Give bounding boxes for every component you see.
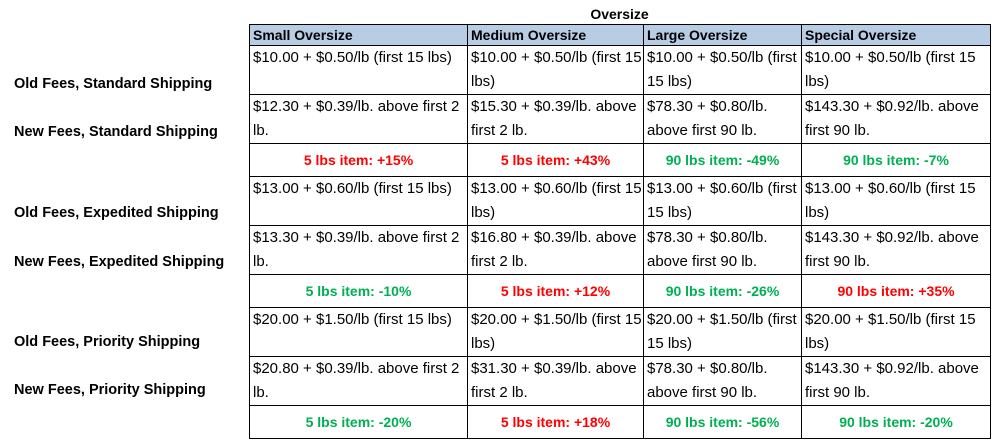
new-standard-row xyxy=(250,95,991,144)
header-row xyxy=(250,25,991,46)
fee-cell: $31.30 + $0.39/lb. above first 2 lb. xyxy=(468,357,644,406)
fee-cell: $10.00 + $0.50/lb (first 15 lbs) xyxy=(644,46,802,95)
row-label-new-standard: New Fees, Standard Shipping xyxy=(14,124,218,140)
change-cell: 5 lbs item: -10% xyxy=(250,275,468,308)
fee-cell: $13.00 + $0.60/lb (first 15 lbs) xyxy=(802,177,991,226)
fee-cell: $13.00 + $0.60/lb (first 15 lbs) xyxy=(250,177,468,226)
change-cell: 5 lbs item: -20% xyxy=(250,406,468,439)
fee-cell: $78.30 + $0.80/lb. above first 90 lb. xyxy=(644,226,802,275)
change-cell: 5 lbs item: +12% xyxy=(468,275,644,308)
fee-cell: $20.80 + $0.39/lb. above first 2 lb. xyxy=(250,357,468,406)
change-cell: 90 lbs item: -26% xyxy=(644,275,802,308)
row-label-old-expedited: Old Fees, Expedited Shipping xyxy=(14,205,219,221)
oversize-fee-table xyxy=(249,24,991,439)
fee-cell: $20.00 + $1.50/lb (first 15 lbs) xyxy=(802,308,991,357)
row-label-new-expedited: New Fees, Expedited Shipping xyxy=(14,254,225,270)
new-priority-row xyxy=(250,357,991,406)
fee-cell: $10.00 + $0.50/lb (first 15 lbs) xyxy=(468,46,644,95)
priority-change-row xyxy=(250,406,991,439)
fee-cell: $10.00 + $0.50/lb (first 15 lbs) xyxy=(250,46,468,95)
column-header-medium: Medium Oversize xyxy=(468,25,644,46)
fee-cell: $78.30 + $0.80/lb. above first 90 lb. xyxy=(644,357,802,406)
fee-cell: $15.30 + $0.39/lb. above first 2 lb. xyxy=(468,95,644,144)
fee-cell: $12.30 + $0.39/lb. above first 2 lb. xyxy=(250,95,468,144)
old-standard-row xyxy=(250,46,991,95)
fee-cell: $143.30 + $0.92/lb. above first 90 lb. xyxy=(802,226,991,275)
table-title: Oversize xyxy=(590,6,649,22)
change-cell: 5 lbs item: +43% xyxy=(468,144,644,177)
change-cell: 5 lbs item: +15% xyxy=(250,144,468,177)
change-cell: 90 lbs item: -20% xyxy=(802,406,991,439)
change-cell: 90 lbs item: -7% xyxy=(802,144,991,177)
change-cell: 90 lbs item: +35% xyxy=(802,275,991,308)
fee-cell: $20.00 + $1.50/lb (first 15 lbs) xyxy=(644,308,802,357)
fee-cell: $10.00 + $0.50/lb (first 15 lbs) xyxy=(802,46,991,95)
change-cell: 90 lbs item: -49% xyxy=(644,144,802,177)
fee-cell: $20.00 + $1.50/lb (first 15 lbs) xyxy=(468,308,644,357)
fee-cell: $143.30 + $0.92/lb. above first 90 lb. xyxy=(802,95,991,144)
fee-cell: $13.30 + $0.39/lb. above first 2 lb. xyxy=(250,226,468,275)
standard-change-row xyxy=(250,144,991,177)
column-header-small: Small Oversize xyxy=(250,25,468,46)
old-priority-row xyxy=(250,308,991,357)
fee-cell: $13.00 + $0.60/lb (first 15 lbs) xyxy=(468,177,644,226)
new-expedited-row xyxy=(250,226,991,275)
change-cell: 90 lbs item: -56% xyxy=(644,406,802,439)
row-label-old-priority: Old Fees, Priority Shipping xyxy=(14,334,201,350)
row-label-new-priority: New Fees, Priority Shipping xyxy=(14,382,206,398)
fee-cell: $20.00 + $1.50/lb (first 15 lbs) xyxy=(250,308,468,357)
column-header-large: Large Oversize xyxy=(644,25,802,46)
fee-cell: $16.80 + $0.39/lb. above first 2 lb. xyxy=(468,226,644,275)
row-label-old-standard: Old Fees, Standard Shipping xyxy=(14,76,213,92)
old-expedited-row xyxy=(250,177,991,226)
fee-cell: $78.30 + $0.80/lb. above first 90 lb. xyxy=(644,95,802,144)
expedited-change-row xyxy=(250,275,991,308)
column-header-special: Special Oversize xyxy=(802,25,991,46)
fee-cell: $143.30 + $0.92/lb. above first 90 lb. xyxy=(802,357,991,406)
fee-cell: $13.00 + $0.60/lb (first 15 lbs) xyxy=(644,177,802,226)
change-cell: 5 lbs item: +18% xyxy=(468,406,644,439)
